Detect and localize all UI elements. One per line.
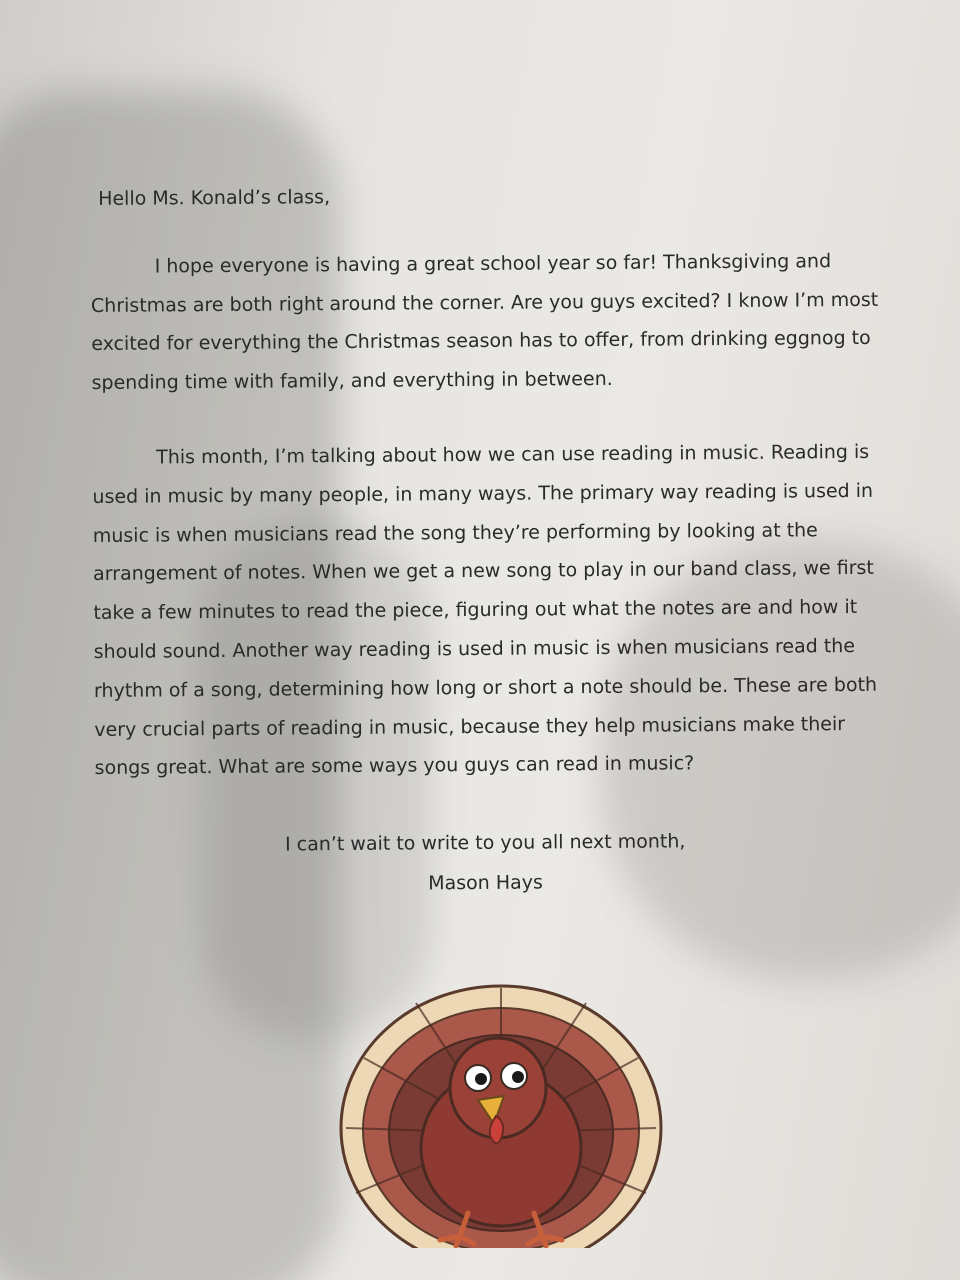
letter-greeting: Hello Ms. Konald’s class,	[98, 186, 331, 210]
letter-paragraph-2: This month, I’m talking about how we can use reading in music. Reading is used in music by many people, in many ways. The primary way reading is used in music is when musicians read the song they’re performing by looking at the arrangement of notes. When we get a new song to play in our band class, we first take a few minutes to read the piece, figuring out what the notes are and how it should sound. Another way reading is used in music is when musicians read the rhythm of a song, determining how long or short a note should be. These are both very crucial parts of reading in music, because they help musicians make their songs great. What are some ways you guys can read in music?	[92, 440, 878, 780]
letter-body	[90, 174, 896, 906]
turkey-icon	[336, 978, 666, 1248]
letter-paragraph-1: I hope everyone is having a great school year so far! Thanksgiving and Christmas are both right around the corner. Are you guys excited? I know I’m most excited for everything the Christmas season has to offer, from drinking eggnog to spending time with family, and everything in between.	[90, 249, 879, 395]
letter-closing: I can’t wait to write to you all next month,	[284, 830, 686, 856]
letter-signature: Mason Hays	[428, 871, 543, 895]
letter-closing-block	[95, 820, 896, 906]
